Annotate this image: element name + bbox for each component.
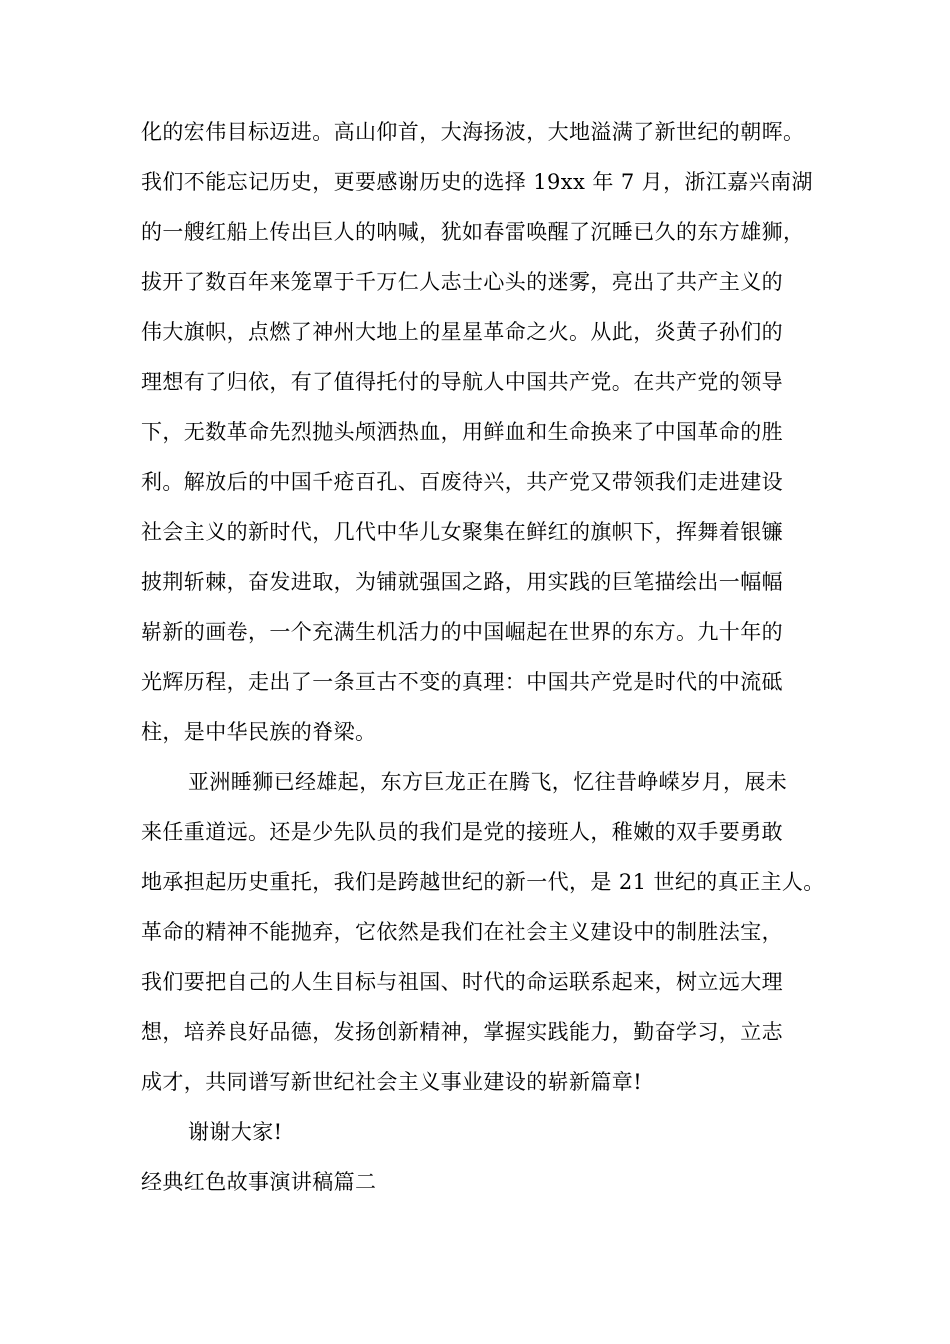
paragraph-line: 社会主义的新时代，几代中华儿女聚集在鲜红的旗帜下，挥舞着银镰 — [141, 520, 783, 544]
paragraph-line: 革命的精神不能抛弃，它依然是我们在社会主义建设中的制胜法宝， — [141, 920, 783, 944]
paragraph-line: 想，培养良好品德，发扬创新精神，掌握实践能力，勤奋学习，立志 — [141, 1020, 783, 1044]
paragraph-line: 崭新的画卷，一个充满生机活力的中国崛起在世界的东方。九十年的 — [141, 620, 783, 644]
paragraph-line: 柱，是中华民族的脊梁。 — [141, 720, 377, 744]
paragraph-line: 来任重道远。还是少先队员的我们是党的接班人，稚嫩的双手要勇敢 — [141, 820, 783, 844]
paragraph-line: 下，无数革命先烈抛头颅洒热血，用鲜血和生命换来了中国革命的胜 — [141, 420, 783, 444]
section-heading: 经典红色故事演讲稿篇二 — [141, 1170, 377, 1194]
paragraph-line: 的一艘红船上传出巨人的呐喊，犹如春雷唤醒了沉睡已久的东方雄狮， — [141, 220, 805, 244]
paragraph-line: 成才，共同谱写新世纪社会主义事业建设的崭新篇章! — [141, 1070, 643, 1094]
paragraph-line: 地承担起历史重托，我们是跨越世纪的新一代，是 21 世纪的真正主人。 — [141, 870, 825, 894]
paragraph-line: 我们要把自己的人生目标与祖国、时代的命运联系起来，树立远大理 — [141, 970, 783, 994]
paragraph-line: 理想有了归依，有了值得托付的导航人中国共产党。在共产党的领导 — [141, 370, 783, 394]
paragraph-line: 披荆斩棘，奋发进取，为铺就强国之路，用实践的巨笔描绘出一幅幅 — [141, 570, 783, 594]
paragraph-line: 亚洲睡狮已经雄起，东方巨龙正在腾飞，忆往昔峥嵘岁月，展未 — [188, 770, 788, 794]
paragraph-line: 伟大旗帜，点燃了神州大地上的星星革命之火。从此，炎黄子孙们的 — [141, 320, 783, 344]
paragraph-line: 光辉历程，走出了一条亘古不变的真理：中国共产党是时代的中流砥 — [141, 670, 783, 694]
paragraph-line: 化的宏伟目标迈进。高山仰首，大海扬波，大地溢满了新世纪的朝晖。 — [141, 120, 805, 144]
paragraph-line: 拔开了数百年来笼罩于千万仁人志士心头的迷雾，亮出了共产主义的 — [141, 270, 783, 294]
paragraph-line: 我们不能忘记历史，更要感谢历史的选择 19xx 年 7 月，浙江嘉兴南湖 — [141, 170, 813, 194]
paragraph-line: 利。解放后的中国千疮百孔、百废待兴，共产党又带领我们走进建设 — [141, 470, 783, 494]
closing-line: 谢谢大家! — [188, 1120, 283, 1144]
